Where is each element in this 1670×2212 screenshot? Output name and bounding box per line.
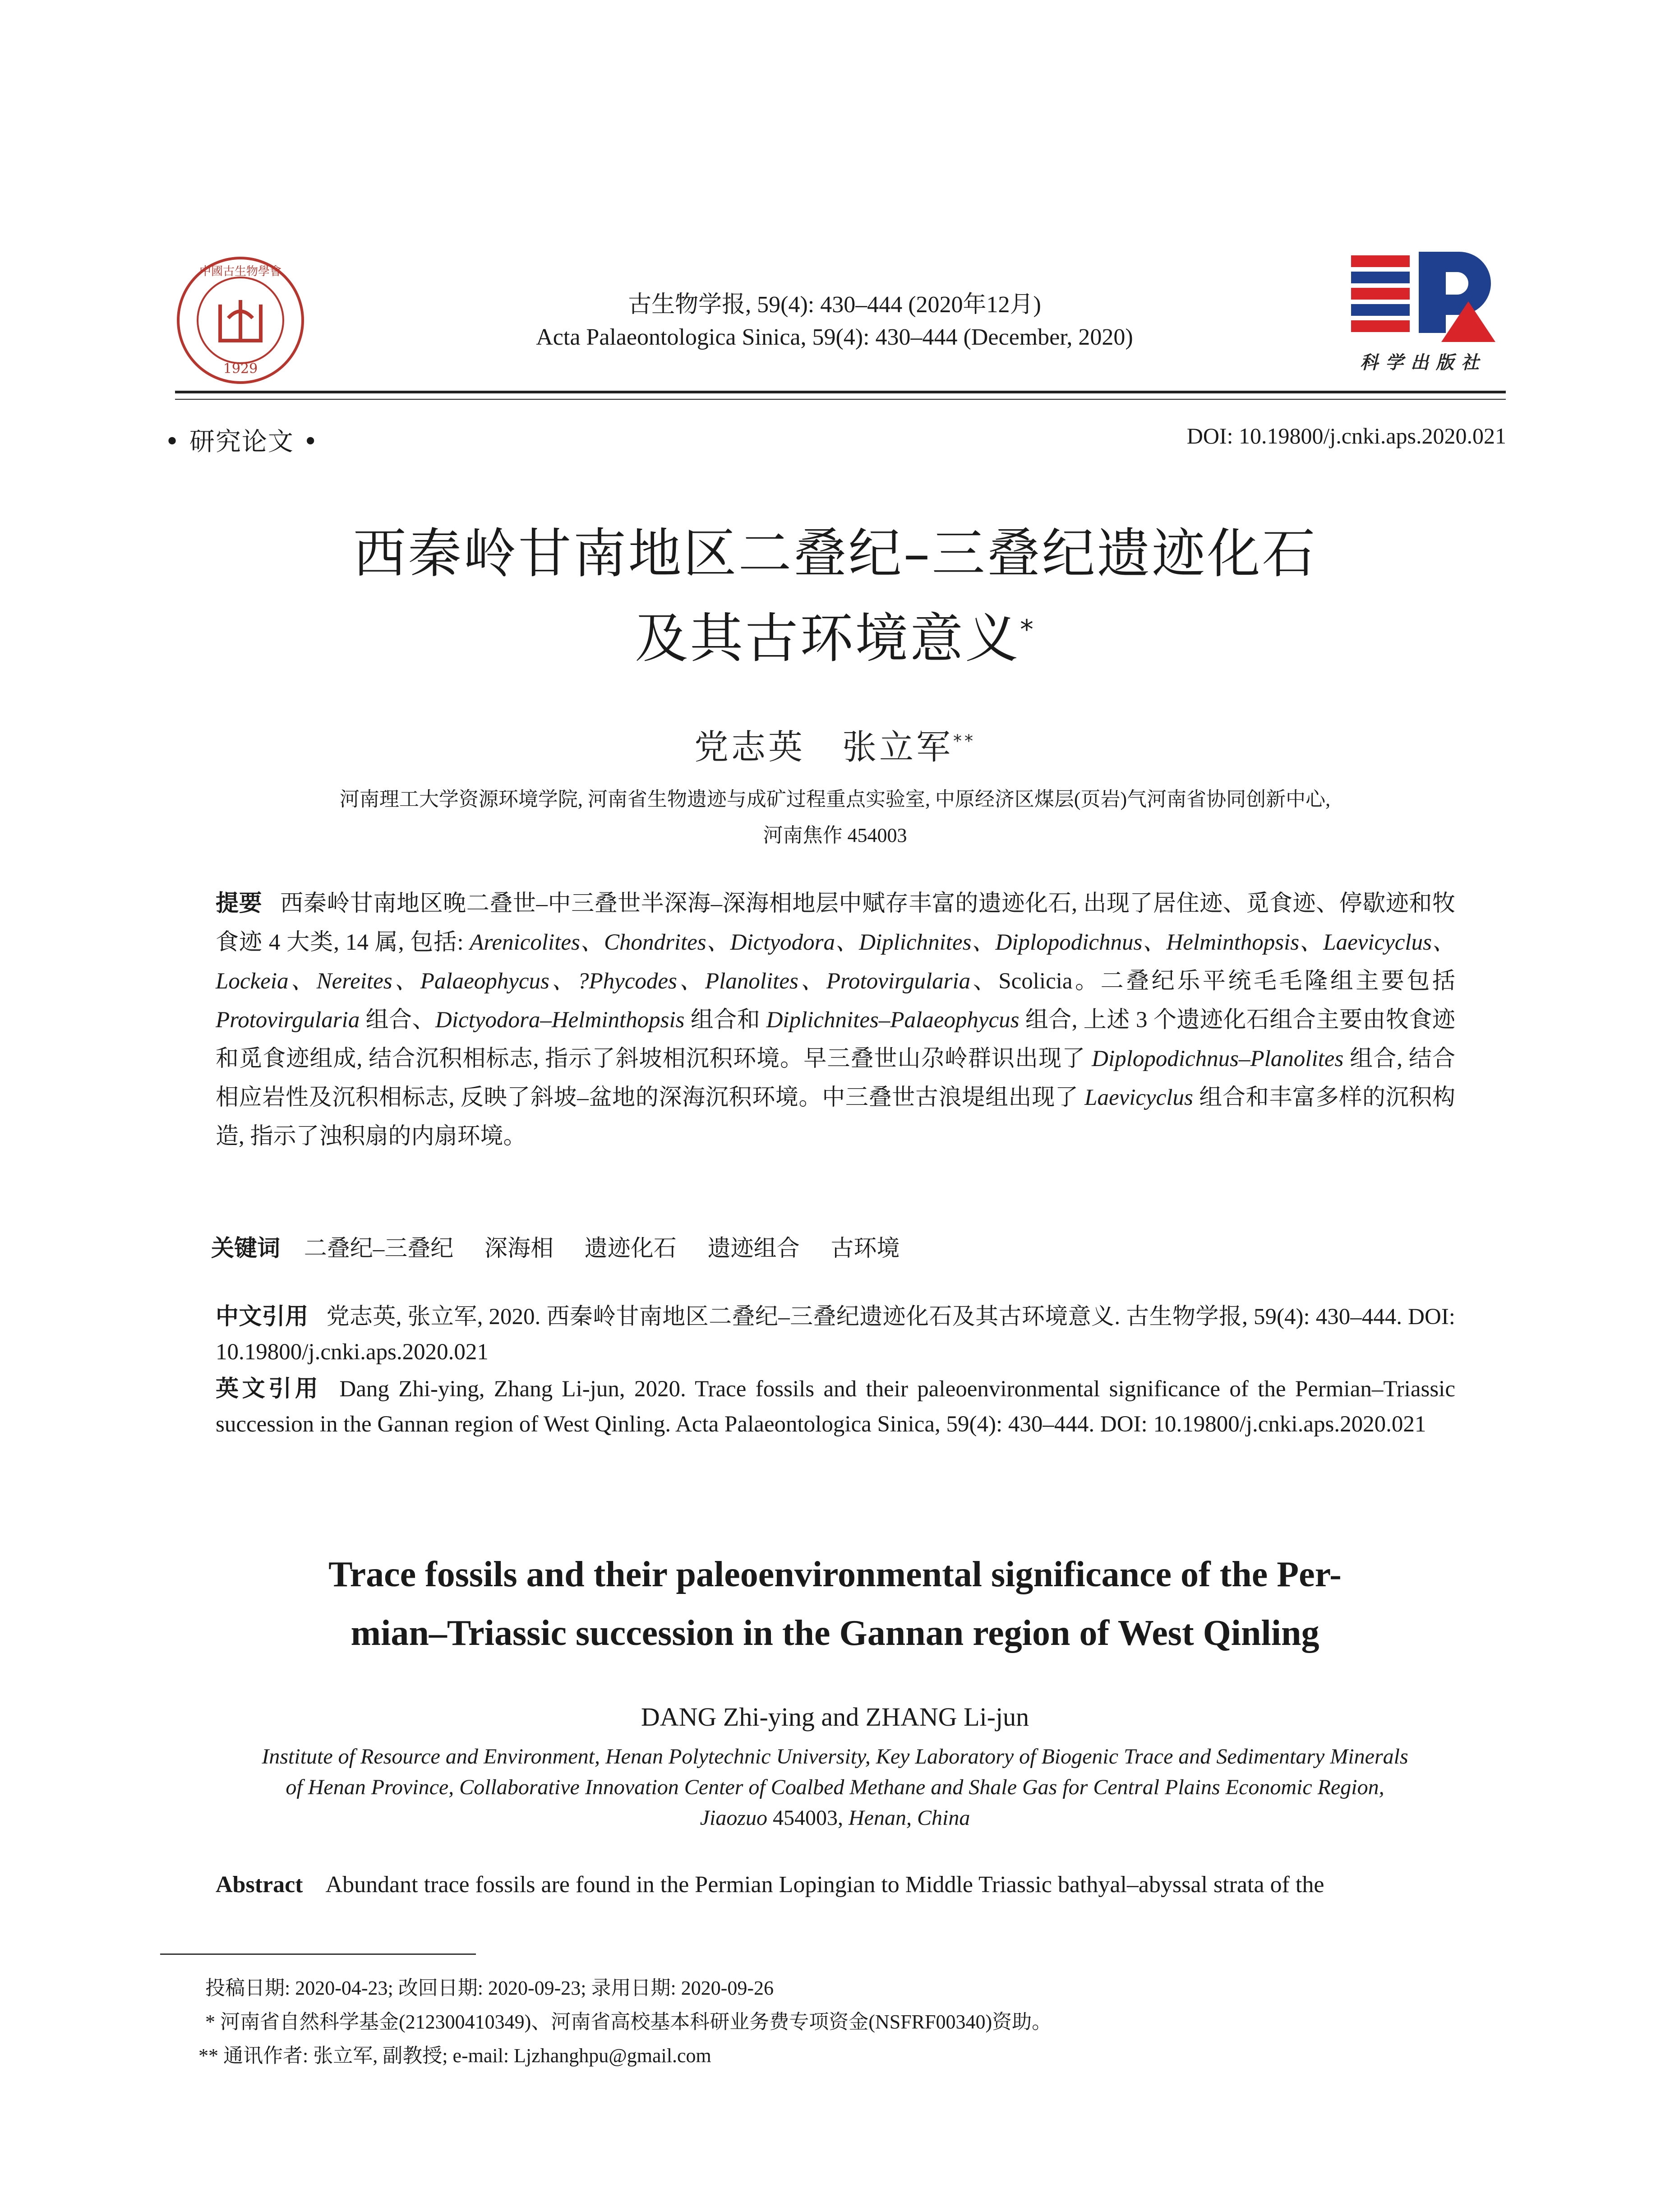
title-cn-line2-text: 及其古环境意义 xyxy=(635,607,1020,670)
keyword: 二叠纪–三叠纪 xyxy=(304,1236,454,1261)
citation-en xyxy=(216,1372,1455,1442)
section-tag: • 研究论文 • xyxy=(165,427,319,457)
abstract-cn-text: 组合和 xyxy=(684,1007,766,1033)
journal-citation-en: Acta Palaeontologica Sinica, 59(4): 430–444 (December, 2020) xyxy=(536,324,1133,350)
keywords xyxy=(211,1229,925,1263)
abstract-cn-association: Diplichnites–Palaeophycus xyxy=(766,1007,1020,1033)
keyword: 遗迹化石 xyxy=(584,1236,677,1261)
affiliation-en xyxy=(208,1741,1462,1833)
affiliation-cn-line2: 河南焦作 454003 xyxy=(763,824,907,846)
citation-cn xyxy=(216,1299,1455,1370)
abstract-cn-text: 组合、 xyxy=(360,1007,436,1033)
title-cn-line1: 西秦岭甘南地区二叠纪–三叠纪遗迹化石 xyxy=(353,522,1317,585)
abstract-cn-association: Laevicyclus xyxy=(1084,1085,1193,1110)
keyword: 深海相 xyxy=(484,1236,554,1261)
authors-cn xyxy=(0,720,1670,769)
header-rule-thin xyxy=(175,399,1506,400)
seal-year: 1929 xyxy=(223,361,258,377)
citation-en-text: Dang Zhi-ying, Zhang Li-jun, 2020. Trace fossils and their paleoenvironmental significance of the Permian–Triassic succession in the Gannan region of West Qinling. Acta Palaeontologica Sinica, 59(4): 430–444. DOI: 10.19800/j.cnki.aps.2020.021 xyxy=(216,1376,1455,1437)
svg-text:中國古生物學會: 中國古生物學會 xyxy=(199,265,282,278)
keywords-label: 关键词 xyxy=(211,1235,281,1262)
doi-link[interactable]: DOI: 10.19800/j.cnki.aps.2020.021 xyxy=(1186,423,1506,448)
keyword: 古环境 xyxy=(830,1236,900,1261)
citation-cn-label: 中文引用 xyxy=(216,1303,309,1330)
abstract-cn-association: Diplopodichnus–Planolites xyxy=(1092,1046,1344,1071)
affiliation-en-line3 xyxy=(208,1803,1462,1833)
footnote-funding: * 河南省自然科学基金(212300410349)、河南省高校基本科研业务费专项资金(NSFRF00340)资助。 xyxy=(205,2011,1052,2033)
title-en-line2: mian–Triassic succession in the Gannan region of West Qinling xyxy=(351,1613,1319,1653)
abstract-cn-text: 西秦岭甘南地区晚二叠世–中三叠世半深海–深海相地层中赋存丰富的遗迹化石, 出现了居住迹、觅食迹、停歇迹和牧食迹 4 大类, 14 属, 包括: xyxy=(216,891,1455,955)
footnote-corresponding-author[interactable]: ** 通讯作者: 张立军, 副教授; e-mail: Ljzhanghpu@gmail.com xyxy=(198,2045,711,2067)
publisher-name: 科学出版社 xyxy=(1360,352,1486,373)
authors-cn-names: 党志英 张立军 xyxy=(694,727,953,767)
citation-cn-text: 党志英, 张立军, 2020. 西秦岭甘南地区二叠纪–三叠纪遗迹化石及其古环境意义. 古生物学报, 59(4): 430–444. DOI: 10.19800/j.cnki.aps.2020.021 xyxy=(216,1304,1455,1365)
affiliation-en-postcode: 454003, xyxy=(767,1806,849,1830)
title-cn-line2 xyxy=(0,596,1670,672)
title-footnote-mark[interactable]: * xyxy=(1020,614,1035,645)
affiliation-en-city: Jiaozuo xyxy=(700,1806,767,1830)
affiliation-en-line2: of Henan Province, Collaborative Innovation Center of Coalbed Methane and Shale Gas for Central Plains Economic Region, xyxy=(286,1775,1384,1799)
footnote-rule xyxy=(160,1953,476,1955)
authors-en: DANG Zhi-ying and ZHANG Li-jun xyxy=(641,1702,1029,1732)
abstract-cn-label: 提要 xyxy=(216,890,263,917)
palaeontological-society-seal-icon xyxy=(175,255,306,386)
abstract-cn-text: 组合, 结合相应岩性及沉积相标志, 反映了斜坡–盆地的深海沉积环境。中三叠世古浪堤组出现了 xyxy=(216,1046,1455,1110)
abstract-cn-text: 、Scolicia。二叠纪乐平统毛毛隆组主要包括 xyxy=(970,969,1455,994)
abstract-en-label: Abstract xyxy=(216,1872,303,1898)
header-rule-thick xyxy=(175,391,1506,393)
abstract-cn-text: 组合, 上述 3 个遗迹化石组合主要由牧食迹和觅食迹组成, 结合沉积相标志, 指示了斜坡相沉积环境。早三叠世山尕岭群识出现了 xyxy=(216,1007,1455,1071)
title-en-line1: Trace fossils and their paleoenvironmental significance of the Per- xyxy=(328,1555,1342,1594)
affiliation-en-country: Henan, China xyxy=(849,1806,970,1830)
keyword: 遗迹组合 xyxy=(707,1236,800,1261)
abstract-cn-association: Protovirgularia xyxy=(216,1007,360,1033)
abstract-cn-genera: Arenicolites、Chondrites、Dictyodora、Diplichnites、Diplopodichnus、Helminthopsis、Laevicyclus、Lockeia、Nereites、Palaeophycus、?Phycodes、Planolites、Protovirgularia xyxy=(216,930,1455,994)
affiliation-en-line1: Institute of Resource and Environment, Henan Polytechnic University, Key Laboratory of Biogenic Trace and Sedimentary Minerals xyxy=(262,1745,1408,1769)
footnote-dates: 投稿日期: 2020-04-23; 改回日期: 2020-09-23; 录用日期: 2020-09-26 xyxy=(205,1977,774,1999)
author-footnote-mark[interactable]: ** xyxy=(953,731,976,751)
abstract-en-text: Abundant trace fossils are found in the Permian Lopingian to Middle Triassic bathyal–abyssal strata of the xyxy=(325,1872,1324,1898)
abstract-cn xyxy=(216,884,1455,1156)
abstract-cn-association: Dictyodora–Helminthopsis xyxy=(435,1007,685,1033)
abstract-cn-text: 组合和丰富多样的沉积构造, 指示了浊积扇的内扇环境。 xyxy=(216,1085,1455,1149)
journal-citation-cn: 古生物学报, 59(4): 430–444 (2020年12月) xyxy=(628,292,1041,318)
affiliation-cn-line1: 河南理工大学资源环境学院, 河南省生物遗迹与成矿过程重点实验室, 中原经济区煤层(页岩)气河南省协同创新中心, xyxy=(339,788,1331,810)
abstract-en xyxy=(216,1871,1461,1898)
citation-en-label: 英文引用 xyxy=(216,1376,322,1402)
